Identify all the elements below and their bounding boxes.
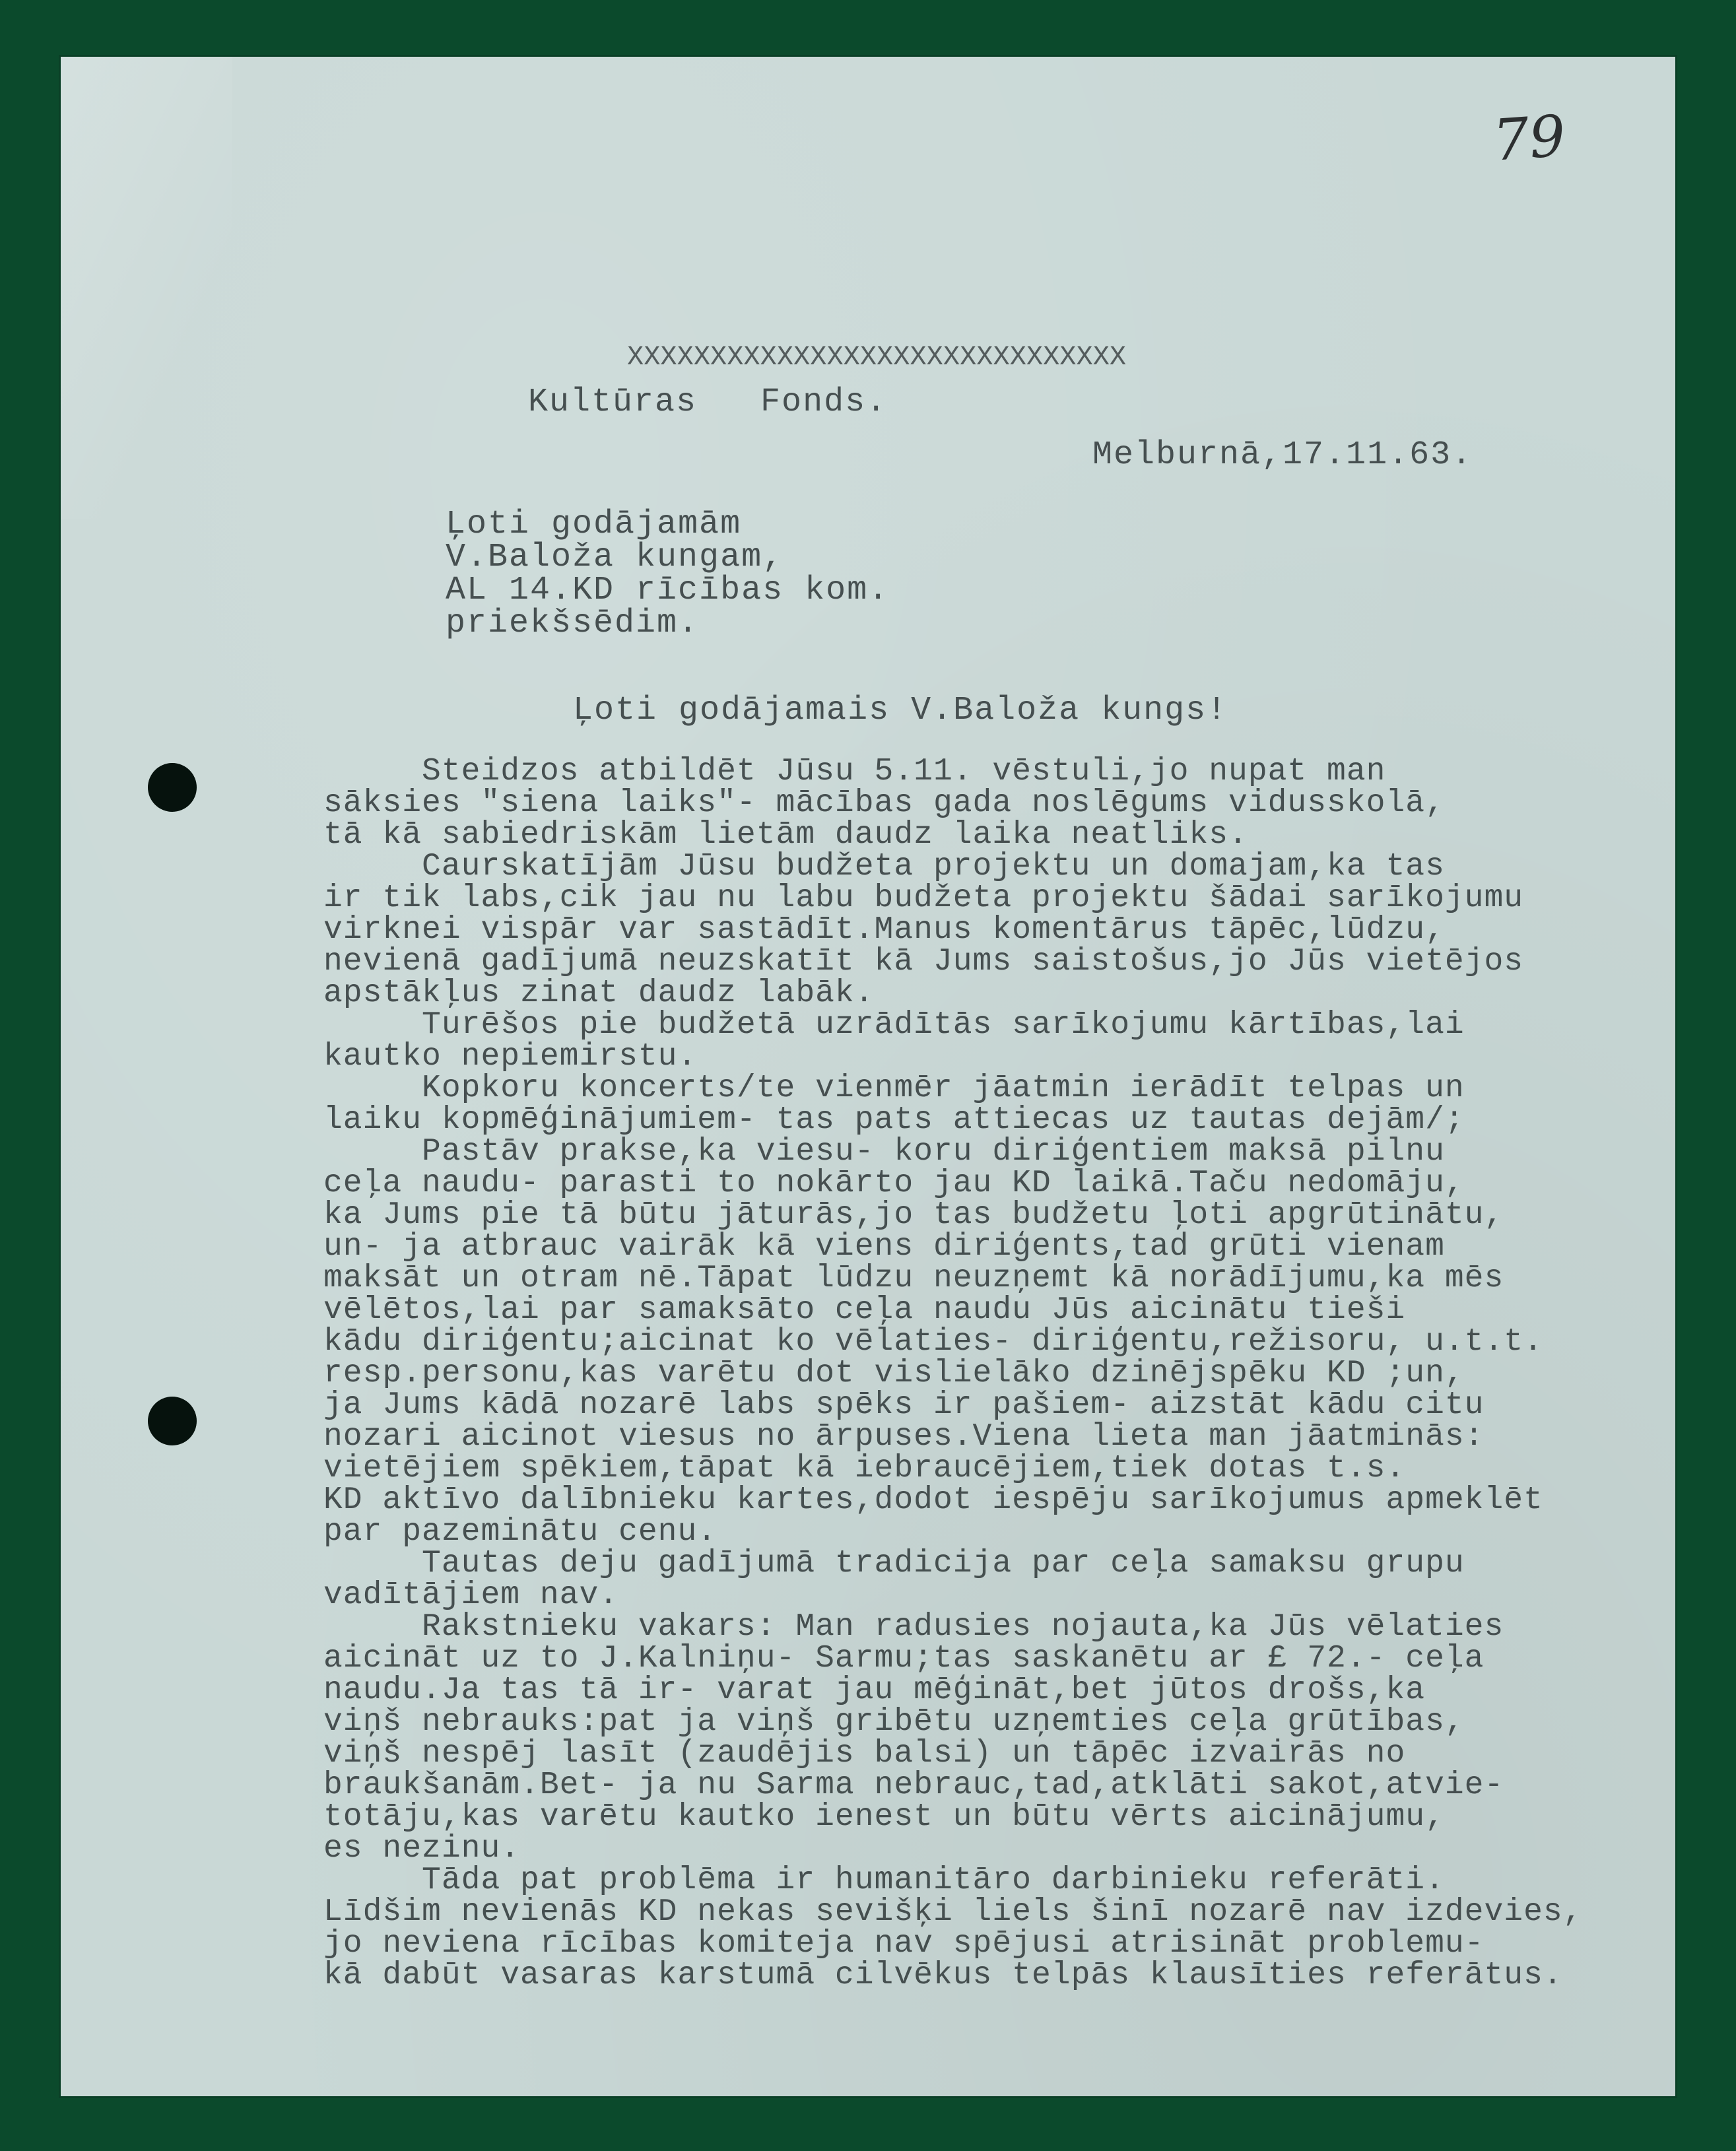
body-line: kā dabūt vasaras karstumā cilvēkus telpās klausīties referātus. [323,1958,1563,1993]
body-line: braukšanām.Bet- ja nu Sarma nebrauc,tad,atklāti sakot,atvie- [323,1768,1504,1803]
body-line: aicināt uz to J.Kalniņu- Sarmu;tas saskanētu ar £ 72.- ceļa [323,1641,1485,1676]
body-line: jo neviena rīcības komiteja nav spējusi atrisināt problemu- [323,1926,1485,1962]
body-line: sāksies "siena laiks"- mācības gada noslēgums vidusskolā, [323,785,1445,821]
body-line: nozari aicinot viesus no ārpuses.Viena lieta man jāatminās: [323,1419,1485,1455]
punch-hole-lower [148,1397,197,1445]
body-line: ka Jums pie tā būtu jāturās,jo tas budžetu ļoti apgrūtinātu, [323,1197,1504,1233]
paper-fold [61,57,232,519]
handwritten-page-number: 79 [1490,103,1568,174]
body-line: Rakstnieku vakars: Man radusies nojauta,ka Jūs vēlaties [323,1609,1504,1645]
body-line: Līdšim nevienās KD nekas sevišķi liels šinī nozarē nav izdevies, [323,1894,1583,1930]
body-line: ja Jums kādā nozarē labs spēks ir pašiem- aizstāt kādu citu [323,1387,1485,1423]
salutation: Ļoti godājamais V.Baloža kungs! [573,692,1228,729]
body-line: Kopkoru koncerts/te vienmēr jāatmin ierādīt telpas un [323,1071,1465,1106]
place-and-date: Melburnā,17.11.63. [1092,436,1473,474]
addressee-line: Ļoti godājamām [446,506,742,543]
body-line: vietējiem spēkiem,tāpat kā iebraucējiem,tiek dotas t.s. [323,1451,1406,1486]
addressee-line: priekšsēdim. [446,605,700,642]
body-line: resp.personu,kas varētu dot vislielāko dzinējspēku KD ;un, [323,1356,1465,1391]
body-line: un- ja atbrauc vairāk kā viens diriģents,tad grūti vienam [323,1229,1445,1265]
body-line: ceļa naudu- parasti to nokārto jau KD laikā.Taču nedomāju, [323,1166,1465,1201]
body-line: Caurskatījām Jūsu budžeta projektu un domajam,ka tas [323,849,1445,884]
letter-body [323,756,1583,1991]
body-line: tā kā sabiedriskām lietām daudz laika neatliks. [323,817,1248,853]
body-line: Pastāv prakse,ka viesu- koru diriģentiem maksā pilnu [323,1134,1445,1170]
body-line: totāju,kas varētu kautko ienest un būtu vērts aicinājumu, [323,1799,1445,1835]
body-line: kādu diriģentu;aicinat ko vēlaties- diriģentu,režisoru, u.t.t. [323,1324,1543,1360]
body-line: apstākļus zinat daudz labāk. [323,976,875,1011]
addressee-line: V.Baloža kungam, [446,539,784,576]
body-line: naudu.Ja tas tā ir- varat jau mēģināt,bet jūtos drošs,ka [323,1672,1426,1708]
body-line: maksāt un otram nē.Tāpat lūdzu neuzņemt kā norādījumu,ka mēs [323,1261,1504,1296]
body-line: vadītājiem nav. [323,1577,619,1613]
body-line: Turēšos pie budžetā uzrādītās sarīkojumu kārtības,lai [323,1007,1465,1043]
body-line: Steidzos atbildēt Jūsu 5.11. vēstuli,jo nupat man [323,754,1386,789]
punch-hole-upper [148,763,197,812]
body-line: par pazeminātu cenu. [323,1514,718,1550]
struck-out-heading: XXXXXXXXXXXXXXXXXXXXXXXXXXXXXX [627,341,1127,373]
body-line: laiku kopmēģinājumiem- tas pats attiecas uz tautas dejām/; [323,1102,1465,1138]
addressee-line: AL 14.KD rīcības kom. [446,572,890,609]
body-line: viņš nespēj lasīt (zaudējis balsi) un tāpēc izvairās no [323,1736,1406,1771]
body-line: nevienā gadījumā neuzskatīt kā Jums saistošus,jo Jūs vietējos [323,944,1524,979]
body-line: KD aktīvo dalībnieku kartes,dodot iespēju sarīkojumus apmeklēt [323,1482,1543,1518]
body-line: kautko nepiemirstu. [323,1039,698,1075]
body-line: Tāda pat problēma ir humanitāro darbinieku referāti. [323,1863,1445,1898]
body-line: vēlētos,lai par samaksāto ceļa naudu Jūs aicinātu tieši [323,1292,1406,1328]
body-line: es nezinu. [323,1831,521,1867]
organization-name: Kultūras Fonds. [528,383,888,421]
body-line: viņš nebrauks:pat ja viņš gribētu uzņemties ceļa grūtības, [323,1704,1465,1740]
body-line: Tautas deju gadījumā tradicija par ceļa samaksu grupu [323,1546,1465,1581]
body-line: virknei vispār var sastādīt.Manus komentārus tāpēc,lūdzu, [323,912,1445,948]
body-line: ir tik labs,cik jau nu labu budžeta projektu šādai sarīkojumu [323,880,1524,916]
